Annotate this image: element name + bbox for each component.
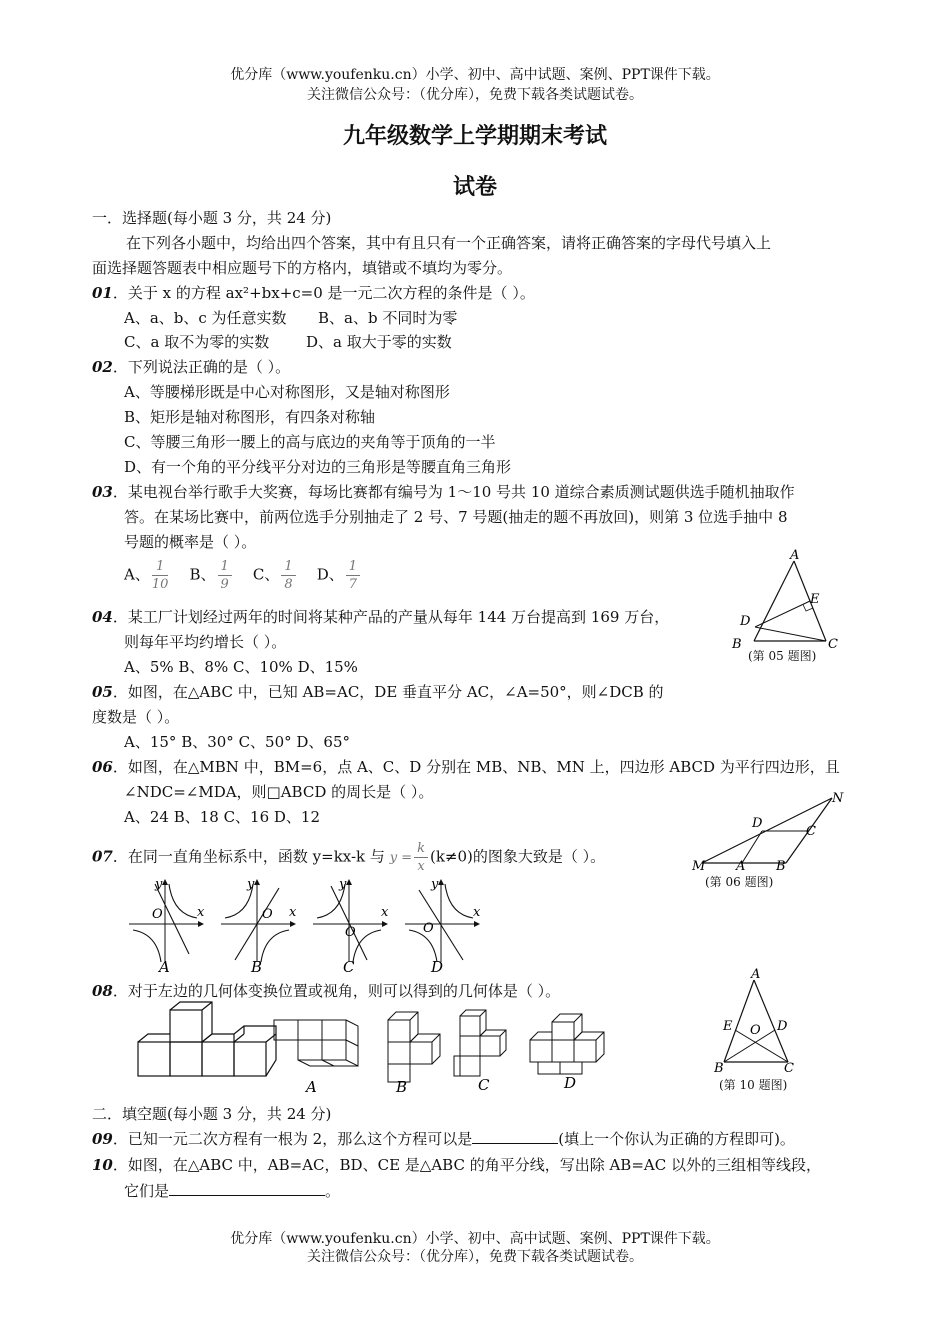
fig10-label-d: D (777, 1019, 788, 1034)
fig10-label-a: A (751, 967, 761, 982)
q03-option-d-fraction: $\frac{1}{7}$ (346, 558, 360, 593)
question-text: 如图，在△MBN 中，BM=6，点 A、C、D 分别在 MB、NB、MN 上，四边形 ABCD 为平行四边形，且 (127, 758, 840, 776)
question-04: 04．某工厂计划经过两年的时间将某种产品的产量从每年 144 万台提高到 169 万台， (92, 608, 670, 626)
question-number: 02 (92, 358, 113, 376)
q08-label-c: C (478, 1076, 490, 1094)
q08-label-a: A (306, 1078, 317, 1096)
fig05-label-b: B (732, 637, 742, 650)
q07-graph-d (405, 877, 481, 976)
fig05-label-a: A (790, 548, 800, 563)
header-line-2: 关注微信公众号：（优分库），免费下载各类试题试卷。 (307, 87, 643, 103)
q05-line-2: 度数是（ ）。 (92, 708, 180, 726)
q08-option-d-solid (530, 1014, 604, 1074)
figure-06-caption: (第 06 题图) (705, 875, 774, 889)
fig05-label-c: C (828, 637, 838, 650)
q05-options: A、15° B、30° C、50° D、65° (124, 733, 351, 751)
q03-option-c-label: C、 (252, 565, 280, 584)
q07-graph-c-origin: O (345, 925, 356, 940)
q07-graph-b-origin: O (262, 907, 273, 922)
q04-line-2: 则每年平均约增长（ ）。 (124, 633, 287, 651)
question-text: 某工厂计划经过两年的时间将某种产品的产量从每年 144 万台提高到 169 万台， (127, 608, 670, 626)
fig06-label-a: A (736, 859, 746, 874)
footer-line-2: 关注微信公众号：（优分库），免费下载各类试题试卷。 (307, 1249, 643, 1265)
q08-label-d: D (564, 1074, 577, 1092)
q07-graph-a (129, 877, 205, 976)
figure-05-triangle (726, 545, 846, 650)
fig05-label-d: D (740, 614, 751, 629)
figure-05-caption: (第 05 题图) (748, 649, 817, 663)
q01-option-a: A、a、b、c 为任意实数 (124, 309, 287, 327)
q08-option-b-solid (388, 1012, 440, 1082)
q06-line-2: ∠NDC=∠MDA，则□ABCD 的周长是（ ）。 (124, 783, 434, 801)
q07-graph-b-label: B (251, 958, 263, 976)
question-07: 07．在同一直角坐标系中，函数 y=kx-k 与 y = $\frac{k}{x}$ (k≠0)的图象大致是（ ）。 (92, 841, 606, 874)
q07-graph-a-y-label: y (155, 877, 163, 892)
question-number: 03 (92, 483, 113, 501)
q07-graph-a-label: A (159, 958, 170, 976)
question-text: 某电视台举行歌手大奖赛，每场比赛都有编号为 1～10 号共 10 道综合素质测试题供选手随机抽取作 (127, 483, 795, 501)
question-text: 如图，在△ABC 中，已知 AB=AC，DE 垂直平分 AC，∠A=50°，则∠DCB 的 (127, 683, 664, 701)
page-subtitle: 试卷 (452, 175, 497, 200)
q07-graph-a-x-label: x (197, 905, 205, 920)
question-text: 下列说法正确的是（ ）。 (127, 358, 291, 376)
q07-graph-c-y-label: y (339, 877, 347, 892)
question-10: 10．如图，在△ABC 中，AB=AC，BD、CE 是△ABC 的角平分线，写出除 AB=AC 以外的三组相等线段， (92, 1156, 821, 1174)
page-title: 九年级数学上学期期末考试 (342, 124, 607, 149)
fig05-label-e: E (810, 592, 820, 607)
q03-option-a-fraction: $\frac{1}{10}$ (151, 559, 169, 592)
header-line-1: 优分库（www.youfenku.cn）小学、初中、高中试题、案例、PPT课件下载。 (230, 67, 720, 83)
q03-option-b-label: B、 (189, 565, 216, 584)
section-1-intro-1: 在下列各小题中，均给出四个答案，其中有且只有一个正确答案，请将正确答案的字母代号填入上 (126, 234, 772, 252)
q01-option-b: B、a、b 不同时为零 (318, 309, 458, 327)
fig06-label-c: C (806, 824, 816, 839)
q02-option-b: B、矩形是轴对称图形，有四条对称轴 (124, 408, 376, 426)
footer-line-1: 优分库（www.youfenku.cn）小学、初中、高中试题、案例、PPT课件下载。 (230, 1231, 720, 1247)
q10-answer-blank[interactable] (169, 1181, 325, 1196)
q08-label-b: B (396, 1078, 408, 1096)
q03-option-c-fraction: $\frac{1}{8}$ (281, 558, 295, 593)
q07-graph-d-origin: O (423, 921, 434, 936)
q10-line-2-after: 。 (325, 1182, 341, 1200)
q07-graph-b-x-label: x (289, 905, 297, 920)
q07-graph-a-origin: O (152, 907, 163, 922)
q08-option-c-solid (454, 1010, 506, 1076)
q04-options: A、5% B、8% C、10% D、15% (124, 658, 358, 676)
q09-answer-blank[interactable] (472, 1129, 558, 1144)
q03-option-a-label: A、 (124, 565, 150, 584)
fig10-label-c: C (784, 1061, 794, 1076)
question-06: 06．如图，在△MBN 中，BM=6，点 A、C、D 分别在 MB、NB、MN 上，四边形 ABCD 为平行四边形，且 (92, 758, 840, 776)
fig10-label-e: E (723, 1019, 733, 1034)
question-number: 10 (92, 1156, 113, 1174)
question-08: 08．对于左边的几何体变换位置或视角，则可以得到的几何体是（ ）。 (92, 982, 561, 1000)
q07-graph-c-label: C (343, 958, 355, 976)
q07-graph-c (313, 877, 389, 976)
question-text: 在同一直角坐标系中，函数 y=kx-k 与 (127, 847, 385, 866)
fig10-label-b: B (714, 1061, 724, 1076)
question-number: 08 (92, 982, 113, 1000)
question-03: 03．某电视台举行歌手大奖赛，每场比赛都有编号为 1～10 号共 10 道综合素质测试题供选手随机抽取作 (92, 483, 795, 501)
q03-option-d-label: D、 (316, 565, 344, 584)
q07-graph-c-x-label: x (381, 905, 389, 920)
question-number: 04 (92, 608, 113, 626)
figure-10-triangle (710, 966, 810, 1078)
q08-main-solid (138, 1002, 276, 1076)
q01-option-d: D、a 取大于零的实数 (306, 333, 452, 351)
question-number: 06 (92, 758, 113, 776)
q09-text-after: (填上一个你认为正确的方程即可)。 (558, 1130, 795, 1148)
q07-graph-b (221, 877, 297, 976)
question-number: 07 (92, 847, 113, 866)
q07-graph-d-x-label: x (473, 905, 481, 920)
question-text: 如图，在△ABC 中，AB=AC，BD、CE 是△ABC 的角平分线，写出除 AB=AC 以外的三组相等线段， (127, 1156, 821, 1174)
question-02: 02．下列说法正确的是（ ）。 (92, 358, 291, 376)
q02-option-d: D、有一个角的平分线平分对边的三角形是等腰直角三角形 (124, 458, 512, 476)
question-text: 对于左边的几何体变换位置或视角，则可以得到的几何体是（ ）。 (127, 982, 561, 1000)
q07-graphs (125, 874, 485, 978)
question-01: 01．关于 x 的方程 ax²+bx+c=0 是一元二次方程的条件是（ ）。 (92, 284, 535, 302)
q08-figures (134, 1000, 619, 1096)
fig06-label-d: D (752, 816, 763, 831)
q01-option-c: C、a 取不为零的实数 (124, 333, 270, 351)
q03-options (124, 558, 362, 593)
q03-option-b-fraction: $\frac{1}{9}$ (218, 558, 232, 593)
q07-formula-fraction: $\frac{k}{x}$ (414, 840, 428, 875)
figure-06-parallelogram (690, 788, 850, 876)
q07-formula-lhs: y = (389, 850, 413, 866)
section-1-heading: 一．选择题(每小题 3 分，共 24 分) (92, 209, 332, 227)
q07-graph-b-y-label: y (247, 877, 255, 892)
question-number: 05 (92, 683, 113, 701)
question-05: 05．如图，在△ABC 中，已知 AB=AC，DE 垂直平分 AC，∠A=50°，则∠DCB 的 (92, 683, 664, 701)
q03-line-3: 号题的概率是（ ）。 (124, 533, 257, 551)
question-09: 09．已知一元二次方程有一根为 2，那么这个方程可以是 (填上一个你认为正确的方程即可)。 (92, 1130, 795, 1148)
q02-option-a: A、等腰梯形既是中心对称图形，又是轴对称图形 (124, 383, 450, 401)
q07-text-after: (k≠0)的图象大致是（ ）。 (429, 847, 606, 866)
fig10-label-o: O (750, 1023, 761, 1038)
question-text: 关于 x 的方程 ax²+bx+c=0 是一元二次方程的条件是（ ）。 (127, 284, 535, 302)
question-text: 已知一元二次方程有一根为 2，那么这个方程可以是 (127, 1130, 473, 1148)
figure-10-caption: (第 10 题图) (719, 1078, 788, 1092)
q07-graph-d-label: D (431, 958, 444, 976)
q03-line-2: 答。在某场比赛中，前两位选手分别抽走了 2 号、7 号题(抽走的题不再放回)，则第 3 位选手抽中 8 (124, 508, 788, 526)
q02-option-c: C、等腰三角形一腰上的高与底边的夹角等于顶角的一半 (124, 433, 496, 451)
fig06-label-n: N (832, 791, 844, 806)
question-number: 09 (92, 1130, 113, 1148)
q10-line-2-before: 它们是 (124, 1182, 170, 1200)
q06-options: A、24 B、18 C、16 D、12 (124, 808, 321, 826)
q07-graph-d-y-label: y (431, 877, 439, 892)
fig06-label-m: M (692, 859, 706, 874)
q10-line-2 (124, 1181, 340, 1201)
fig06-label-b: B (776, 859, 786, 874)
question-number: 01 (92, 284, 113, 302)
q08-option-a-solid (274, 1020, 358, 1066)
section-2-heading: 二．填空题(每小题 3 分，共 24 分) (92, 1105, 332, 1123)
section-1-intro-2: 面选择题答题表中相应题号下的方格内，填错或不填均为零分。 (92, 259, 513, 277)
